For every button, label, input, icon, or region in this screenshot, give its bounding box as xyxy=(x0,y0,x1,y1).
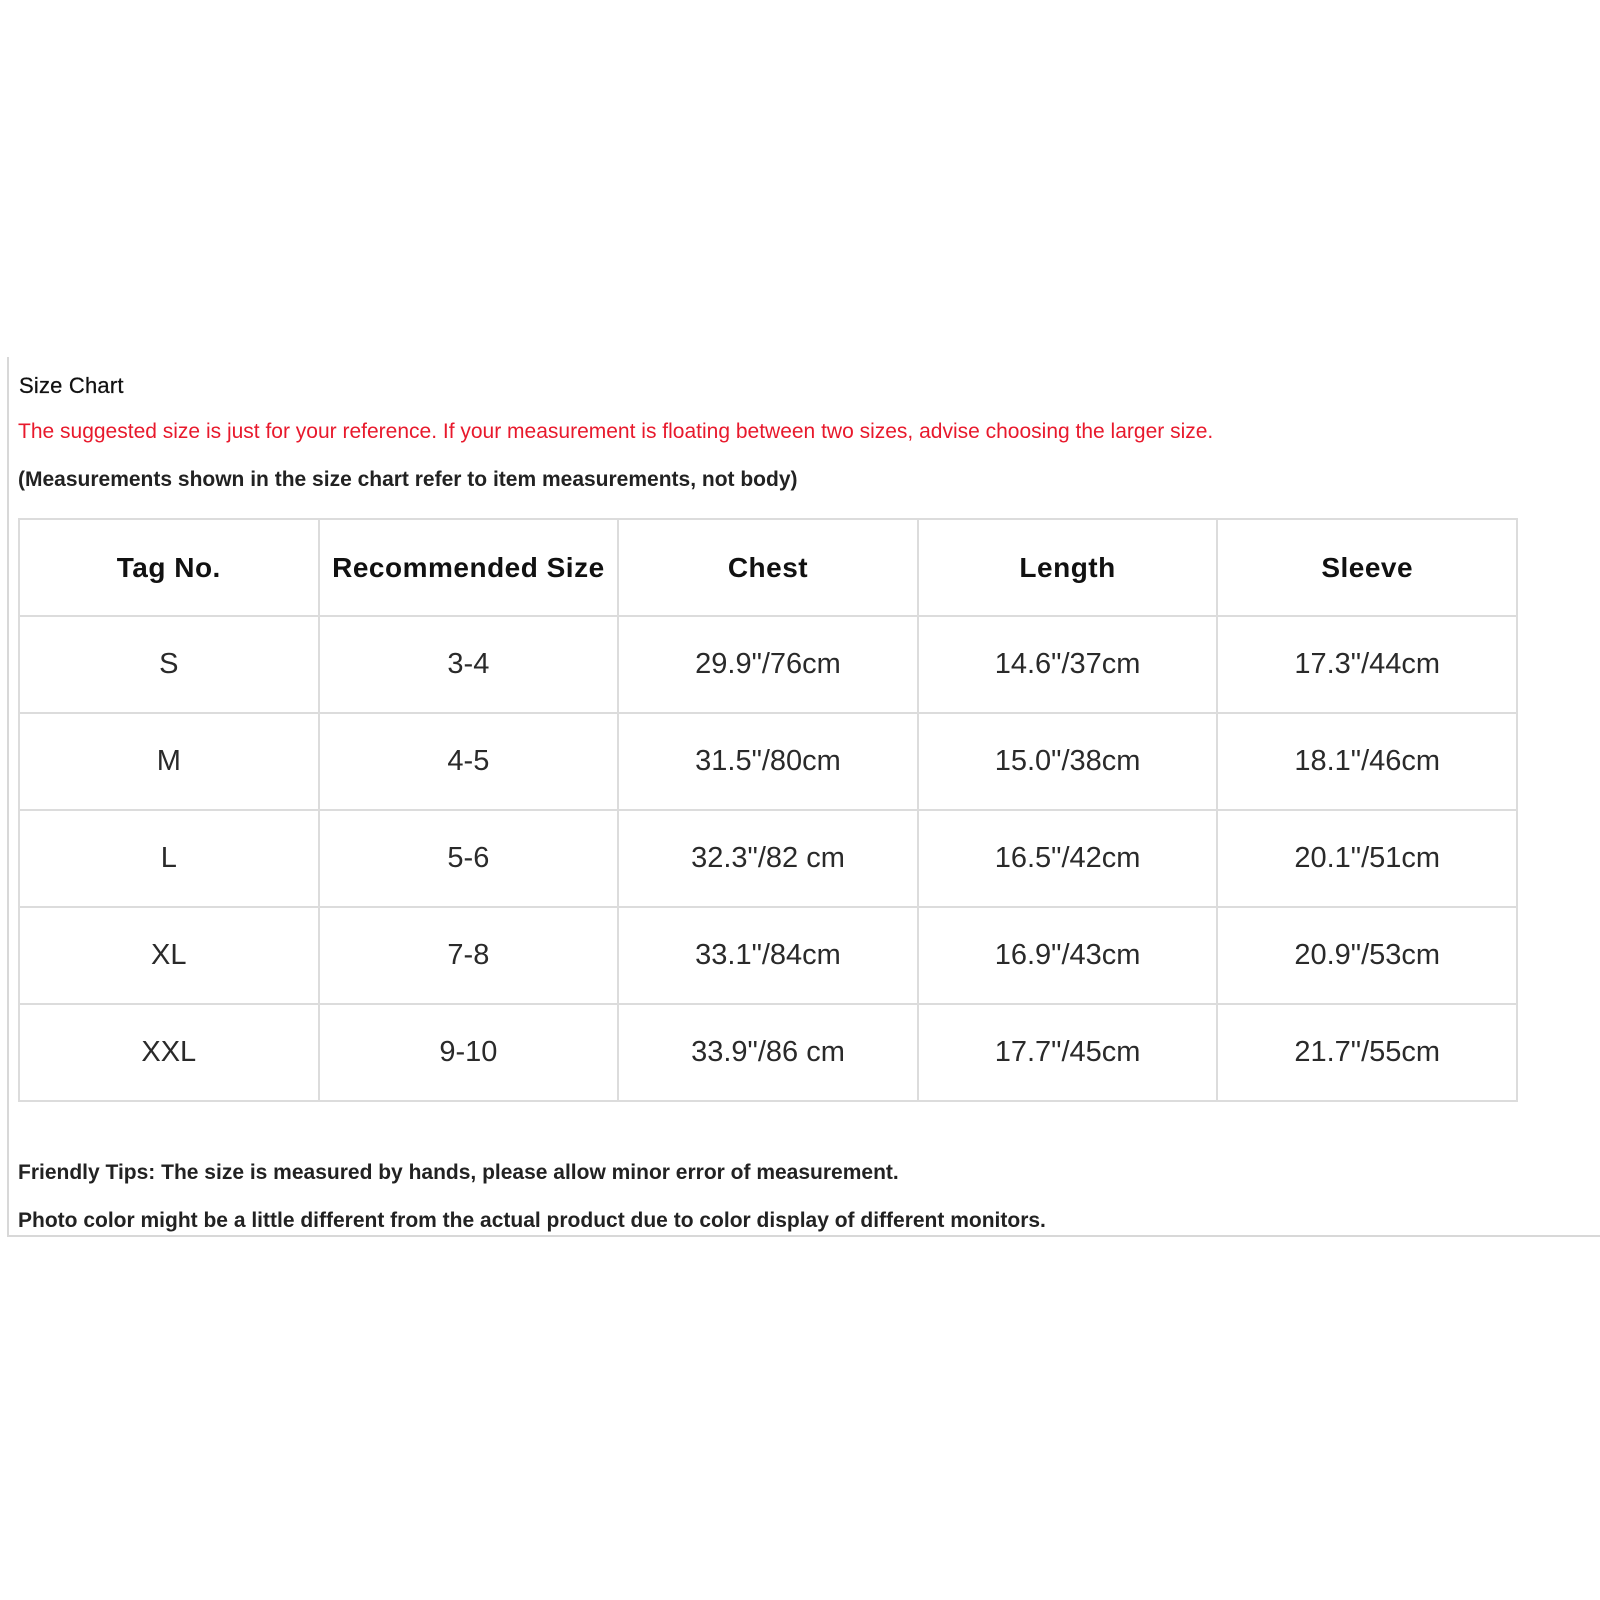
cell-length: 17.7"/45cm xyxy=(918,1004,1218,1101)
table-row xyxy=(19,713,1517,810)
cell-sleeve: 20.1"/51cm xyxy=(1217,810,1517,907)
column-header-chest: Chest xyxy=(618,519,918,616)
cell-recommended-size: 7-8 xyxy=(319,907,619,1004)
table-row xyxy=(19,907,1517,1004)
cell-length: 16.9"/43cm xyxy=(918,907,1218,1004)
measurement-note: (Measurements shown in the size chart refer to item measurements, not body) xyxy=(18,468,798,491)
cell-chest: 33.9"/86 cm xyxy=(618,1004,918,1101)
cell-tag-no: XXL xyxy=(19,1004,319,1101)
cell-length: 14.6"/37cm xyxy=(918,616,1218,713)
table-row xyxy=(19,1004,1517,1101)
column-header-recommended-size: Recommended Size xyxy=(319,519,619,616)
cell-recommended-size: 9-10 xyxy=(319,1004,619,1101)
cell-chest: 33.1"/84cm xyxy=(618,907,918,1004)
cell-chest: 32.3"/82 cm xyxy=(618,810,918,907)
cell-sleeve: 20.9"/53cm xyxy=(1217,907,1517,1004)
cell-tag-no: L xyxy=(19,810,319,907)
cell-length: 15.0"/38cm xyxy=(918,713,1218,810)
cell-tag-no: XL xyxy=(19,907,319,1004)
cell-sleeve: 18.1"/46cm xyxy=(1217,713,1517,810)
size-recommendation-notice: The suggested size is just for your reference. If your measurement is floating between two sizes, advise choosing the larger size. xyxy=(18,420,1214,443)
cell-recommended-size: 4-5 xyxy=(319,713,619,810)
cell-sleeve: 17.3"/44cm xyxy=(1217,616,1517,713)
table-row xyxy=(19,810,1517,907)
column-header-tag-no: Tag No. xyxy=(19,519,319,616)
column-header-sleeve: Sleeve xyxy=(1217,519,1517,616)
friendly-tip-photo-color: Photo color might be a little different from the actual product due to color display of different monitors. xyxy=(18,1209,1046,1232)
column-header-length: Length xyxy=(918,519,1218,616)
cell-length: 16.5"/42cm xyxy=(918,810,1218,907)
cell-sleeve: 21.7"/55cm xyxy=(1217,1004,1517,1101)
size-table xyxy=(18,518,1518,1102)
table-row xyxy=(19,616,1517,713)
cell-chest: 31.5"/80cm xyxy=(618,713,918,810)
friendly-tip-measurement: Friendly Tips: The size is measured by hands, please allow minor error of measurement. xyxy=(18,1161,899,1184)
cell-tag-no: S xyxy=(19,616,319,713)
cell-tag-no: M xyxy=(19,713,319,810)
cell-chest: 29.9"/76cm xyxy=(618,616,918,713)
cell-recommended-size: 5-6 xyxy=(319,810,619,907)
size-chart-panel xyxy=(7,357,1600,1237)
table-header-row xyxy=(19,519,1517,616)
cell-recommended-size: 3-4 xyxy=(319,616,619,713)
size-chart-title: Size Chart xyxy=(19,373,124,398)
